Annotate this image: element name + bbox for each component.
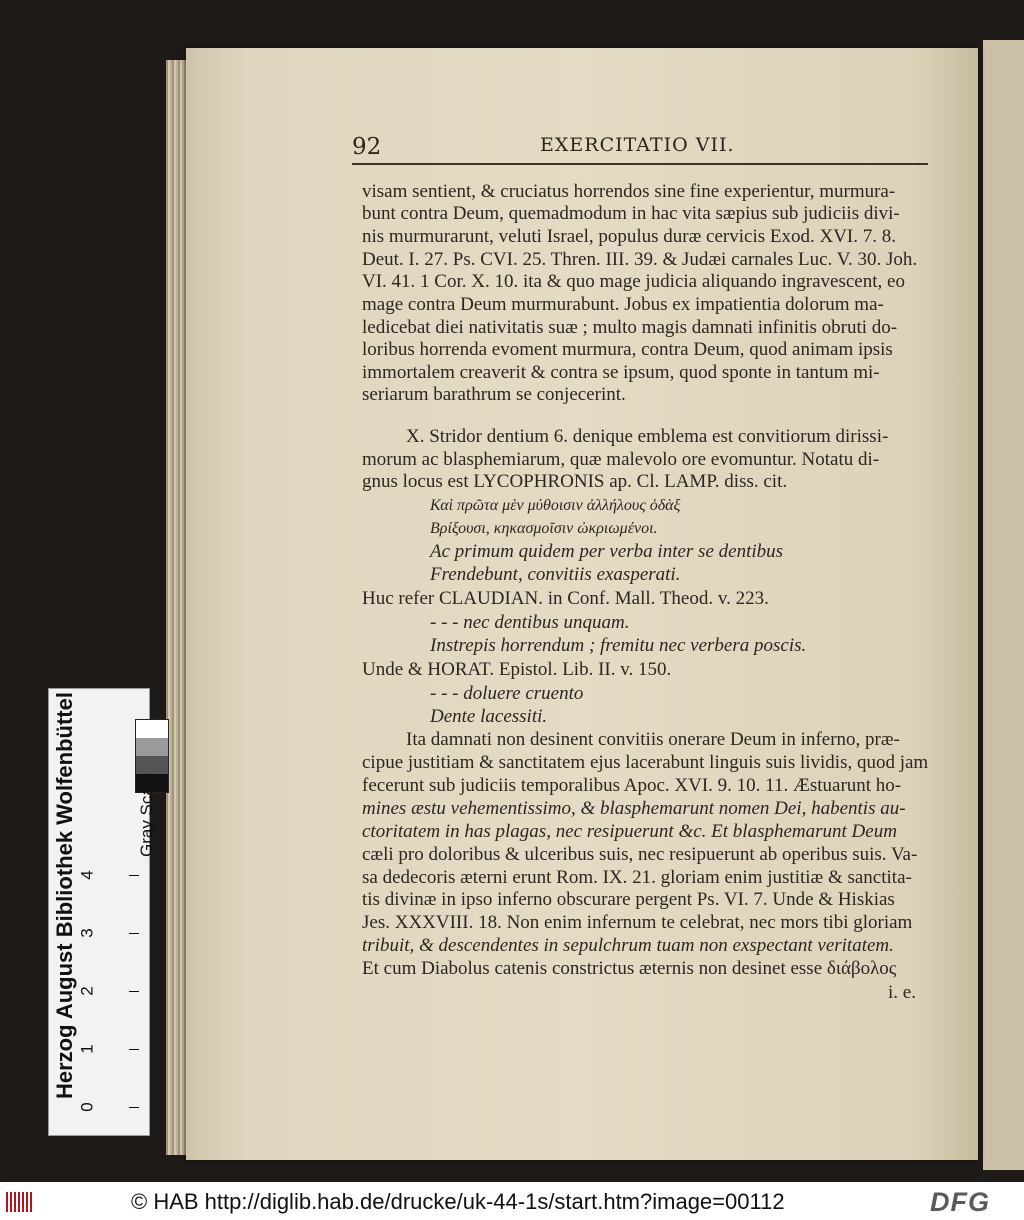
ruler-tick [129, 875, 139, 876]
copyright-link[interactable]: © HAB http://diglib.hab.de/drucke/uk-44-1s/start.htm?image=00112 [131, 1189, 785, 1214]
footer-bar [0, 1182, 1024, 1220]
text-line: visam sentient, & cruciatus horrendos sine fine experientur, murmura- [362, 181, 896, 202]
text-line: gnus locus est LYCOPHRONIS ap. Cl. LAMP. diss. cit. [362, 471, 788, 492]
header-rule [352, 163, 928, 165]
verse-line: Frendebunt, convitiis exasperati. [430, 564, 681, 585]
verse-line: - - - doluere cruento [430, 683, 584, 704]
hab-logo-icon [6, 1190, 36, 1214]
text-line: fecerunt sub judiciis temporalibus Apoc. XVI. 9. 10. 11. Æstuarunt ho- [362, 775, 902, 796]
verse-line: Instrepis horrendum ; fremitu nec verbera poscis. [430, 635, 807, 656]
text-line: X. Stridor dentium 6. denique emblema est convitiorum dirissi- [406, 426, 889, 447]
text-line: Unde & HORAT. Epistol. Lib. II. v. 150. [362, 659, 672, 680]
greek-verse-line: Βρίξουσι, κηκασμοῖσιν ὠκριωμένοι. [430, 520, 658, 537]
greek-verse-line: Καὶ πρῶτα μὲν μύθοισιν ἀλλήλους ὁδὰξ [430, 497, 681, 514]
text-line: nis murmurarunt, veluti Israel, populus duræ cervicis Exod. XVI. 7. 8. [362, 226, 897, 247]
text-line: bunt contra Deum, quemadmodum in hac vita sæpius sub judiciis divi- [362, 203, 900, 224]
text-line: loribus horrenda evoment murmura, contra Deum, quod animam ipsis [362, 339, 893, 360]
gray-swatch [136, 756, 168, 774]
text-line: sa dedecoris æterni erunt Rom. IX. 21. gloriam enim justitiæ & sanctita- [362, 867, 912, 888]
page-number: 92 [352, 134, 382, 160]
text-line: tis divinæ in ipso inferno obscurare pergent Ps. VI. 7. Unde & Hiskias [362, 889, 895, 910]
text-line: morum ac blasphemiarum, quæ malevolo ore evomuntur. Notatu di- [362, 449, 880, 470]
gray-scale-label: Gray Scale [137, 772, 156, 857]
ruler-number: 0 [77, 1102, 97, 1112]
gray-swatch [136, 738, 168, 756]
verse-line: Ac primum quidem per verba inter se dentibus [430, 541, 784, 562]
text-line: mines æstu vehementissimo, & blasphemarunt nomen Dei, habentis au- [362, 798, 906, 819]
text-line: Et cum Diabolus catenis constrictus æternis non desinet esse διάβολος [362, 958, 897, 979]
ruler-tick [129, 1049, 139, 1050]
text-line: cipue justitiam & sanctitatem ejus lacerabunt linguis suis lividis, quod jam [362, 752, 929, 773]
text-line: Deut. I. 27. Ps. CVI. 25. Thren. III. 39. & Judæi carnales Luc. V. 30. Joh. [362, 249, 918, 270]
text-line: ledicebat diei nativitatis suæ ; multo magis damnati infinitis obruti do- [362, 317, 898, 338]
text-line: tribuit, & descendentes in sepulchrum tuam non exspectant veritatem. [362, 935, 894, 956]
running-title: EXERCITATIO VII. [540, 134, 735, 156]
catchword: i. e. [888, 982, 916, 1003]
text-line: Ita damnati non desinent convitiis onerare Deum in inferno, præ- [406, 729, 900, 750]
color-chart [48, 688, 156, 1136]
ruler-tick [129, 933, 139, 934]
ruler-tick [129, 1107, 139, 1108]
text-line: seriarum barathrum se conjecerint. [362, 384, 626, 405]
text-line: Jes. XXXVIII. 18. Non enim infernum te celebrat, nec mors tibi gloriam [362, 912, 913, 933]
ruler-number: 3 [77, 928, 97, 938]
text-line: Huc refer CLAUDIAN. in Conf. Mall. Theod. v. 223. [362, 588, 769, 609]
text-line: mage contra Deum murmurabunt. Jobus ex impatientia dolorum ma- [362, 294, 884, 315]
text-line: VI. 41. 1 Cor. X. 10. ita & quo mage judicia aliquando ingravescent, eo [362, 271, 905, 292]
facing-page-edge [983, 40, 1024, 1170]
text-line: immortalem creaverit & contra se ipsum, quod sponte in tantum mi- [362, 362, 880, 383]
archive-label: Herzog August Bibliothek Wolfenbüttel [52, 692, 77, 1099]
dfg-logo: DFG [930, 1187, 990, 1217]
verse-line: - - - nec dentibus unquam. [430, 612, 630, 633]
ruler-tick [129, 991, 139, 992]
ruler-number: 2 [77, 986, 97, 996]
ruler [77, 870, 139, 1112]
gray-swatch [136, 720, 168, 738]
ruler-number: 1 [77, 1044, 97, 1054]
verse-line: Dente lacessiti. [430, 706, 548, 727]
text-line: ctoritatem in has plagas, nec resipuerunt &c. Et blasphemarunt Deum [362, 821, 897, 842]
ruler-number: 4 [77, 870, 97, 880]
text-line: cæli pro doloribus & ulceribus suis, nec resipuerunt ab operibus suis. Va- [362, 844, 918, 865]
